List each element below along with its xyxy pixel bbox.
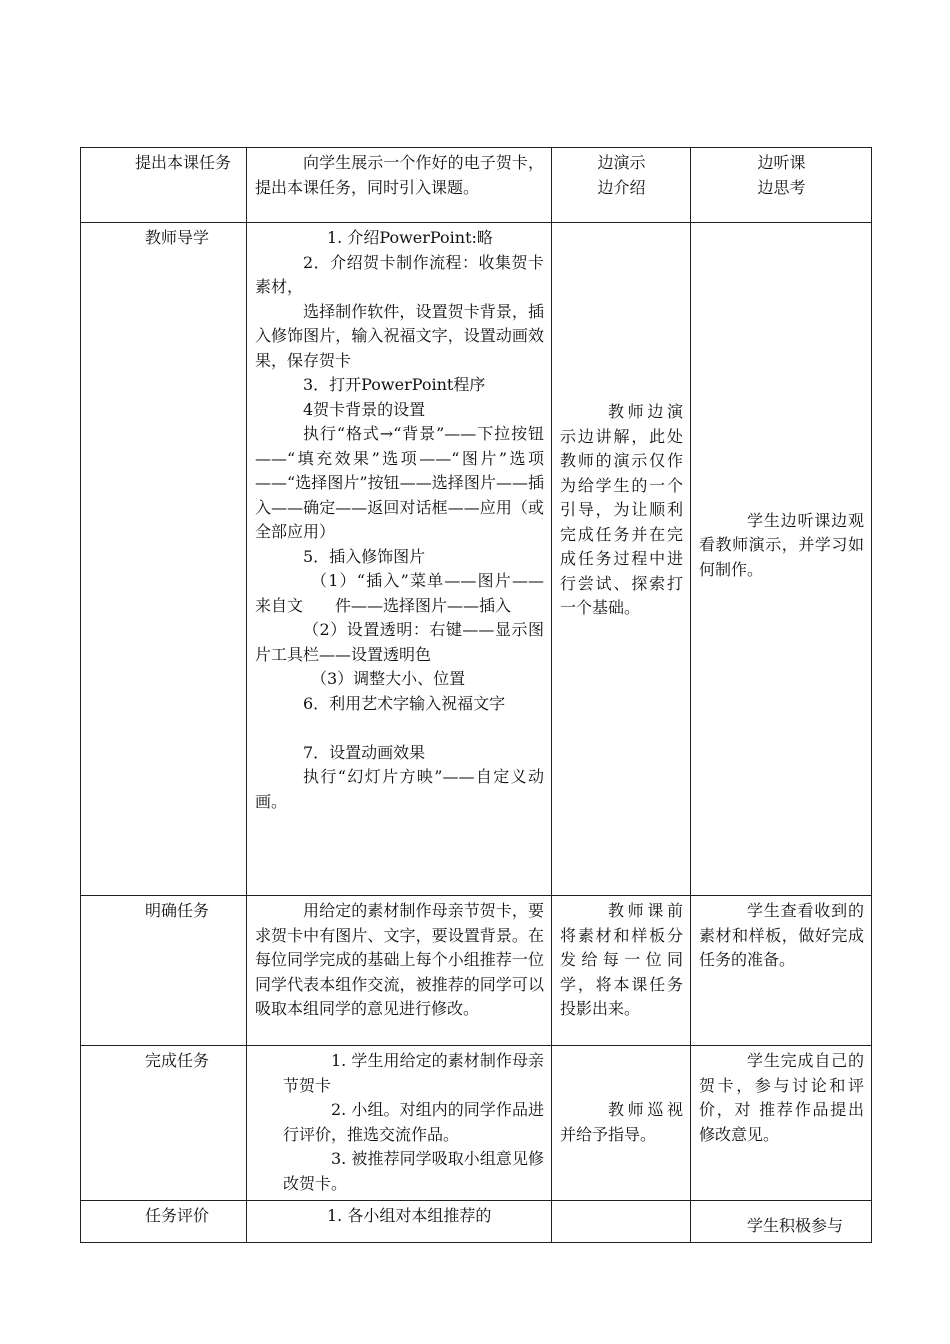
content-text: 选择制作软件，设置贺卡背景，插入修饰图片，输入祝福文字，设置动画效果，保存贺卡 <box>255 301 544 370</box>
content-text: 执行“幻灯片方映”——自定义动画。 <box>255 767 544 811</box>
lesson-plan-table <box>80 147 872 1243</box>
content-text: 4贺卡背景的设置 <box>303 399 426 419</box>
stage-label: 教师导学 <box>145 228 210 247</box>
content-cell <box>247 1046 552 1201</box>
student-text: 学生边听课边观看教师演示，并学习如何制作。 <box>699 510 864 579</box>
teacher-text: 边演示 <box>597 153 646 172</box>
stage-cell <box>81 1201 247 1243</box>
content-text: 执行“格式→“背景”——下拉按钮——“填充效果”选项——“图片”选项——“选择图片”按钮——选择图片——插入——确定——返回对话框——应用（或全部应用） <box>255 424 544 541</box>
content-text: 2. 小组。对组内的同学作品进行评价，推选交流作品。 <box>283 1100 544 1144</box>
teacher-text: 教师课前将素材和样板分发给每一位同学，将本课任务投影出来。 <box>560 901 683 1018</box>
stage-cell <box>81 148 247 223</box>
teacher-cell <box>552 1046 691 1201</box>
content-cell <box>247 223 552 896</box>
teacher-text: 教师边演示边讲解，此处教师的演示仅作为给学生的一个引导，为让顺利完成任务并在完成任务过程中进行尝试、探索打一个基础。 <box>560 402 683 618</box>
content-text: 6．利用艺术字输入祝福文字 <box>303 693 506 713</box>
stage-label: 完成任务 <box>145 1051 210 1070</box>
content-text: 1. 各小组对本组推荐的 <box>327 1206 492 1225</box>
table-row <box>81 223 872 896</box>
stage-cell <box>81 223 247 896</box>
stage-label: 任务评价 <box>145 1206 210 1225</box>
student-cell <box>691 896 872 1046</box>
stage-cell <box>81 896 247 1046</box>
content-text: （3）调整大小、位置 <box>311 669 466 688</box>
content-text: 用给定的素材制作母亲节贺卡，要求贺卡中有图片、文字，要设置背景。在每位同学完成的基础上每个小组推荐一位同学代表本组作交流，被推荐的同学可以吸取本组同学的意见进行修改。 <box>255 901 544 1018</box>
content-text: （1）“插入”菜单——图片——来自文 件——选择图片——插入 <box>255 571 544 615</box>
teacher-text: 教师巡视并给予指导。 <box>560 1100 683 1144</box>
content-cell <box>247 896 552 1046</box>
teacher-cell <box>552 1201 691 1243</box>
stage-label: 明确任务 <box>145 901 210 920</box>
student-cell <box>691 148 872 223</box>
content-text: 1. 学生用给定的素材制作母亲节贺卡 <box>283 1051 544 1095</box>
student-text: 边听课 <box>757 153 806 172</box>
table-row <box>81 1201 872 1243</box>
stage-cell <box>81 1046 247 1201</box>
student-text: 边思考 <box>757 177 806 197</box>
teacher-cell <box>552 896 691 1046</box>
content-text: 3．打开PowerPoint程序 <box>303 375 486 394</box>
content-text: 3. 被推荐同学吸取小组意见修改贺卡。 <box>283 1149 544 1193</box>
table-row <box>81 896 872 1046</box>
student-cell <box>691 1046 872 1201</box>
teacher-cell <box>552 223 691 896</box>
student-text: 学生查看收到的素材和样板，做好完成任务的准备。 <box>699 901 864 969</box>
student-cell <box>691 1201 872 1243</box>
content-cell <box>247 148 552 223</box>
content-text: 向学生展示一个作好的电子贺卡，提出本课任务，同时引入课题。 <box>255 153 544 197</box>
content-text: 7．设置动画效果 <box>303 742 426 762</box>
content-text: 5．插入修饰图片 <box>303 546 426 566</box>
table-row <box>81 148 872 223</box>
teacher-cell <box>552 148 691 223</box>
student-text: 学生积极参与 <box>747 1215 844 1235</box>
content-text: 2．介绍贺卡制作流程：收集贺卡素材， <box>255 252 544 296</box>
stage-label: 提出本课任务 <box>135 153 232 172</box>
content-cell <box>247 1201 552 1243</box>
content-text: 1. 介绍PowerPoint:略 <box>327 228 493 247</box>
student-text: 学生完成自己的贺卡，参与讨论和评价，对 推荐作品提出修改意见。 <box>699 1051 864 1144</box>
content-text: （2）设置透明：右键——显示图片工具栏——设置透明色 <box>255 620 544 664</box>
table-row <box>81 1046 872 1201</box>
student-cell <box>691 223 872 896</box>
teacher-text: 边介绍 <box>597 177 646 197</box>
